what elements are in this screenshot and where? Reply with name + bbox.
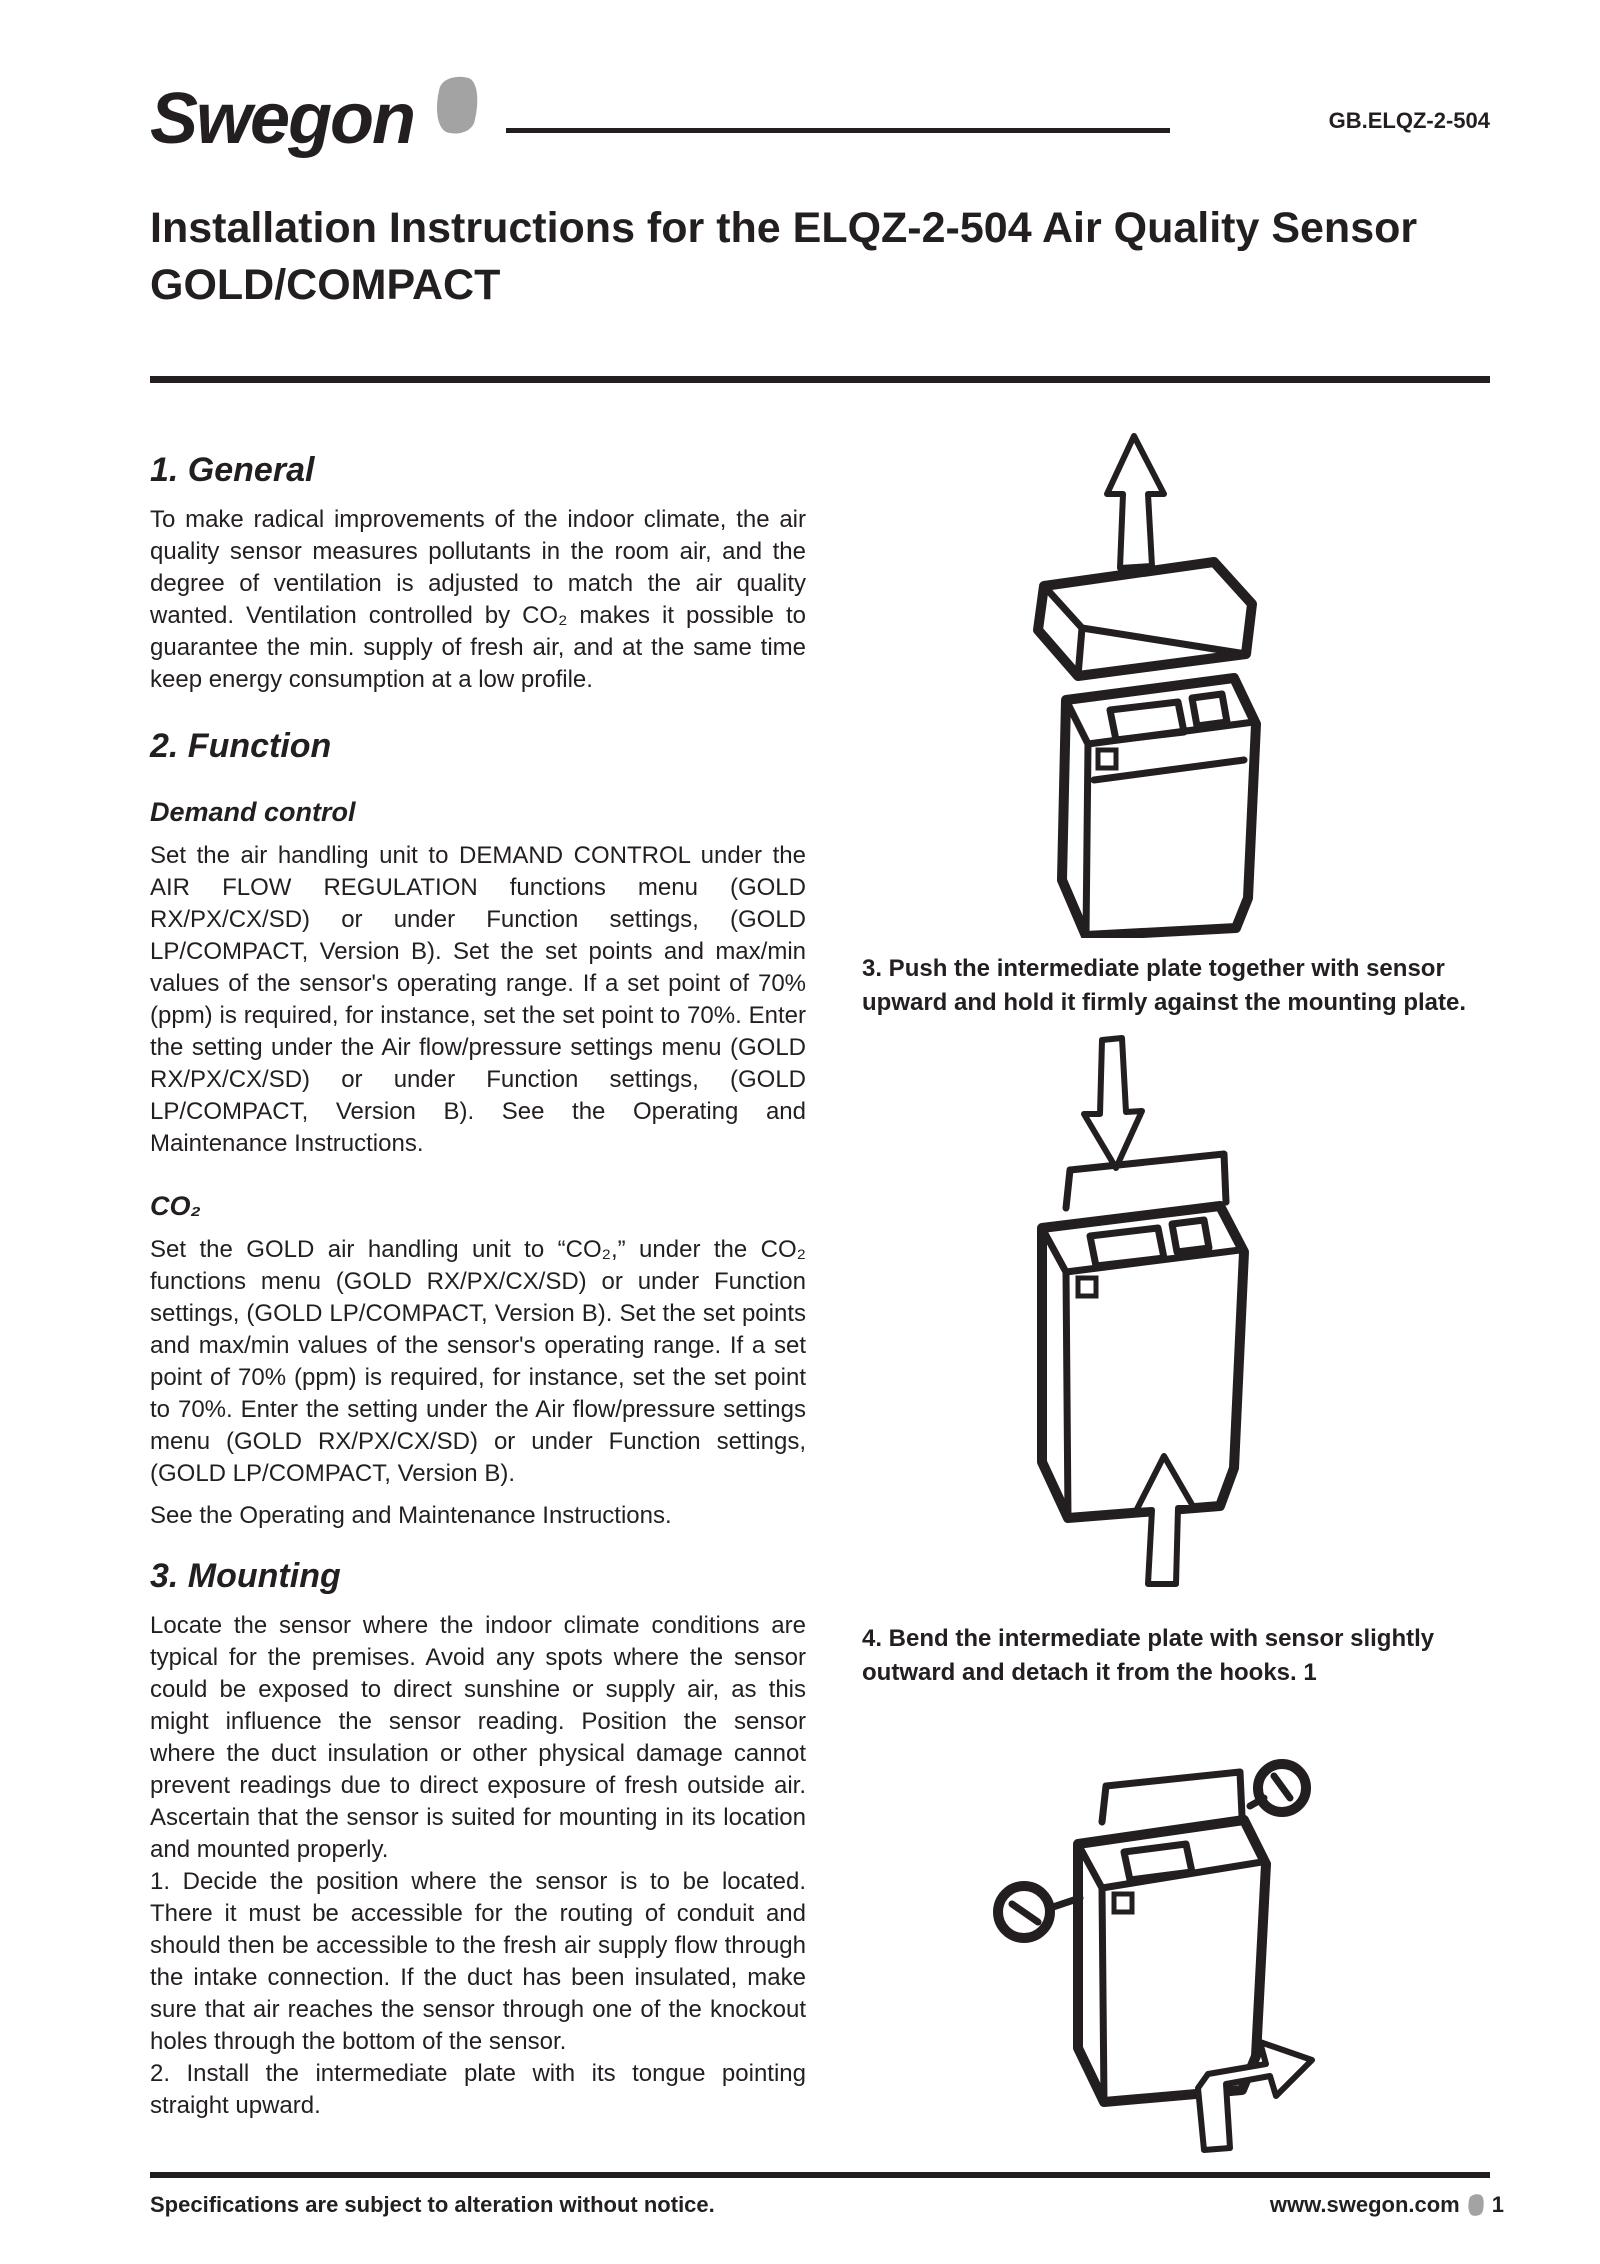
swegon-logo: Swegon — [150, 79, 415, 159]
figure-sensor-cover-removal — [982, 428, 1282, 938]
footer-divider — [150, 2172, 1490, 2178]
co2-body: Set the GOLD air handling unit to “CO₂,” under the CO₂ functions menu (GOLD RX/PX/CX/SD) or under Function settings, (GOLD LP/COMPACT, Version B). Set the set points and max/min values of the sensor's operating range. If a set point of 70% (ppm) is required, for instance, set the set point to 70%. Enter the setting under the Air flow/pressure settings menu (GOLD RX/PX/CX/SD) or under Function settings, (GOLD LP/COMPACT, Version B). — [150, 1236, 806, 1487]
swegon-leaf-icon — [430, 72, 485, 138]
section-general-heading: 1. General — [150, 451, 315, 489]
document-reference: GB.ELQZ-2-504 — [1328, 108, 1490, 133]
section-mounting-heading: 3. Mounting — [150, 1557, 341, 1595]
figure-caption-step4: 4. Bend the intermediate plate with sensor slightly outward and detach it from the hooks. 1 — [862, 1625, 1435, 1686]
section-function-heading: 2. Function — [150, 727, 332, 765]
footer-disclaimer: Specifications are subject to alteration without notice. — [150, 2192, 715, 2217]
mounting-step-1: 1. Decide the position where the sensor is to be located. There it must be accessible for the routing of conduit and should then be accessible to the fresh air supply flow through the intake connection. If the duct has been insulated, make sure that air reaches the sensor through one of the knockout holes through the bottom of the sensor. — [150, 1868, 806, 2055]
title-divider — [150, 376, 1490, 383]
demand-control-body: Set the air handling unit to DEMAND CONTROL under the AIR FLOW REGULATION functions menu (GOLD RX/PX/CX/SD) or under Function settings, (GOLD LP/COMPACT, Version B). Set the set points and max/min values of the sensor's operating range. If a set point of 70% (ppm) is required, for instance, set the set point to 70%. Enter the setting under the Air flow/pressure settings menu (GOLD RX/PX/CX/SD) or under Function settings, (GOLD LP/COMPACT, Version B). See the Operating and Maintenance Instructions. — [150, 842, 806, 1157]
footer-right — [1270, 2192, 1504, 2218]
down-arrow-icon — [1084, 1038, 1142, 1168]
page-title-line1: Installation Instructions for the ELQZ-2-504 Air Quality Sensor — [150, 204, 1418, 252]
right-column — [862, 428, 1492, 2156]
figure-sensor-press-on — [972, 1032, 1272, 1592]
figure-caption-step3: 3. Push the intermediate plate together with sensor upward and hold it firmly against the mounting plate. — [862, 955, 1467, 1016]
mounting-step-2: 2. Install the intermediate plate with its tongue pointing straight upward. — [150, 2060, 806, 2119]
up-arrow-icon — [1107, 436, 1164, 568]
page-title — [150, 200, 1510, 314]
header — [150, 78, 414, 160]
up-arrow-icon — [1136, 1456, 1194, 1584]
swegon-leaf-icon — [1465, 2192, 1486, 2217]
co2-heading: CO₂ — [150, 1191, 201, 1221]
header-divider — [506, 128, 1170, 133]
co2-see-note: See the Operating and Maintenance Instructions. — [150, 1502, 672, 1529]
page-title-line2: GOLD/COMPACT — [150, 261, 501, 309]
figure-sensor-detach — [982, 1736, 1322, 2156]
section-general-body: To make radical improvements of the indoor climate, the air quality sensor measures pollutants in the room air, and the degree of ventilation is adjusted to match the air quality wanted. Ventilation controlled by CO₂ makes it possible to guarantee the min. supply of fresh air, and at the same time keep energy consumption at a low profile. — [150, 506, 806, 693]
footer-website: www.swegon.com — [1269, 2192, 1460, 2217]
left-column — [150, 450, 806, 2122]
mounting-body: Locate the sensor where the indoor climate conditions are typical for the premises. Avoid any spots where the sensor could be exposed to direct sunshine or supply air, as this might influence the sensor reading. Position the sensor where the duct insulation or other physical damage cannot prevent readings due to direct exposure of fresh outside air. Ascertain that the sensor is suited for mounting in its location and mounted properly. — [150, 1612, 806, 1863]
footer-page-number: 1 — [1491, 2192, 1504, 2217]
demand-control-heading: Demand control — [150, 797, 356, 827]
